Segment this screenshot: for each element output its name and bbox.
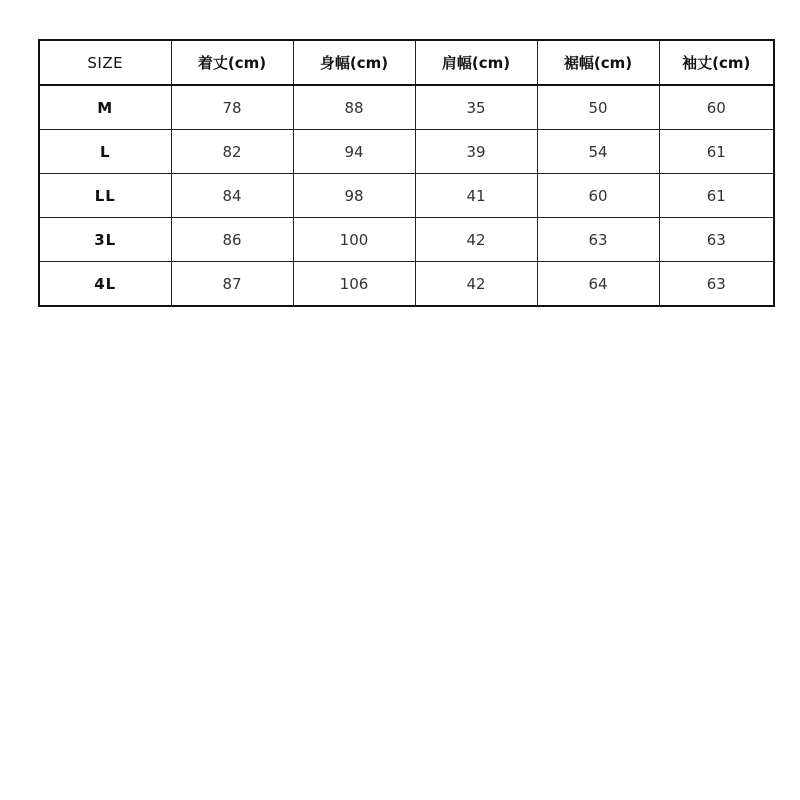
cell-hem-width: 60 — [537, 174, 659, 218]
cell-body-width: 106 — [293, 262, 415, 307]
cell-shoulder-width: 39 — [415, 130, 537, 174]
row-size-label: 3L — [39, 218, 171, 262]
header-hem-width: 裾幅(cm) — [537, 40, 659, 85]
cell-shoulder-width: 35 — [415, 85, 537, 130]
table-row — [39, 85, 774, 130]
size-chart-table — [38, 39, 775, 307]
row-size-label: 4L — [39, 262, 171, 307]
table-row — [39, 174, 774, 218]
header-row — [39, 40, 774, 85]
cell-body-width: 88 — [293, 85, 415, 130]
cell-hem-width: 64 — [537, 262, 659, 307]
cell-sleeve-length: 60 — [659, 85, 774, 130]
header-sleeve-length: 袖丈(cm) — [659, 40, 774, 85]
cell-sleeve-length: 63 — [659, 218, 774, 262]
cell-length: 84 — [171, 174, 293, 218]
header-length: 着丈(cm) — [171, 40, 293, 85]
row-size-label: LL — [39, 174, 171, 218]
cell-length: 87 — [171, 262, 293, 307]
row-size-label: M — [39, 85, 171, 130]
cell-shoulder-width: 41 — [415, 174, 537, 218]
header-size: SIZE — [39, 40, 171, 85]
cell-body-width: 100 — [293, 218, 415, 262]
table-header — [39, 40, 774, 85]
cell-body-width: 94 — [293, 130, 415, 174]
cell-length: 86 — [171, 218, 293, 262]
cell-sleeve-length: 61 — [659, 130, 774, 174]
cell-hem-width: 50 — [537, 85, 659, 130]
cell-shoulder-width: 42 — [415, 262, 537, 307]
cell-shoulder-width: 42 — [415, 218, 537, 262]
header-body-width: 身幅(cm) — [293, 40, 415, 85]
header-shoulder-width: 肩幅(cm) — [415, 40, 537, 85]
cell-sleeve-length: 61 — [659, 174, 774, 218]
cell-length: 78 — [171, 85, 293, 130]
table-row — [39, 130, 774, 174]
cell-hem-width: 54 — [537, 130, 659, 174]
row-size-label: L — [39, 130, 171, 174]
table-body — [39, 85, 774, 306]
cell-sleeve-length: 63 — [659, 262, 774, 307]
table-row — [39, 262, 774, 307]
cell-length: 82 — [171, 130, 293, 174]
table-row — [39, 218, 774, 262]
cell-body-width: 98 — [293, 174, 415, 218]
cell-hem-width: 63 — [537, 218, 659, 262]
